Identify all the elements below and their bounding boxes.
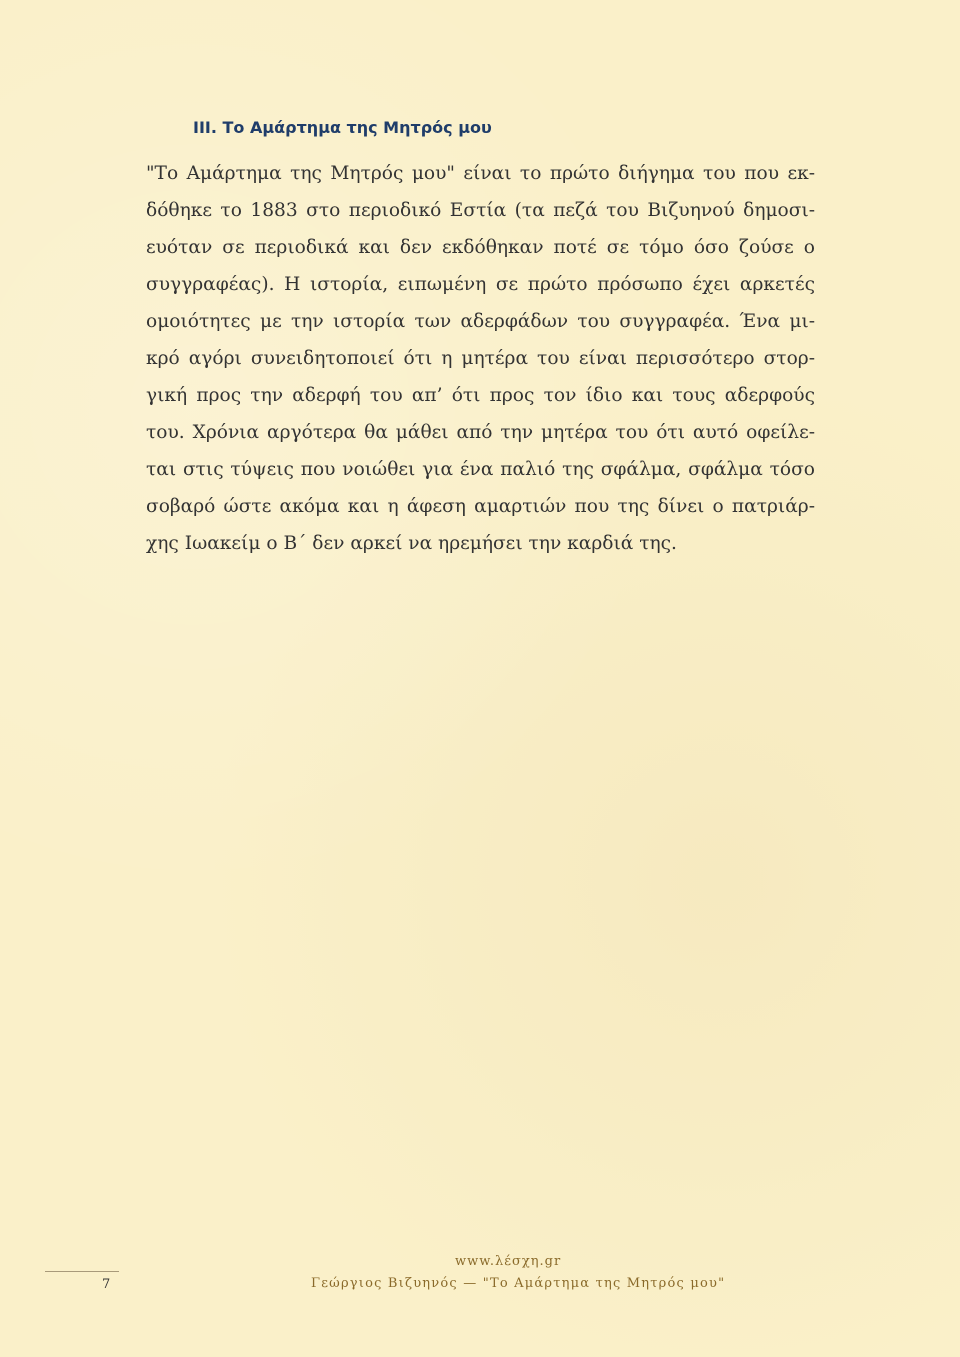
footer-divider xyxy=(45,1271,119,1272)
paragraph-line-last: χης Ιωακείμ ο Β΄ δεν αρκεί να ηρεμήσει την καρδιά της. xyxy=(146,533,677,554)
paragraph-line: του. Χρόνια αργότερα θα μάθει από την μητέρα του ότι αυτό οφείλε- xyxy=(146,422,815,443)
section-heading: III. Το Αμάρτημα της Μητρός μου xyxy=(193,118,492,137)
paragraph-line: ευόταν σε περιοδικά και δεν εκδόθηκαν ποτέ σε τόμο όσο ζούσε ο xyxy=(146,237,815,258)
footer-website: www.λέσχη.gr xyxy=(455,1254,562,1269)
paragraph-line: ται στις τύψεις που νοιώθει για ένα παλιό της σφάλμα, σφάλμα τόσο xyxy=(146,459,815,480)
page-number: 7 xyxy=(102,1277,111,1292)
paragraph-line: κρό αγόρι συνειδητοποιεί ότι η μητέρα του είναι περισσότερο στορ- xyxy=(146,348,815,369)
paragraph-line: ομοιότητες με την ιστορία των αδερφάδων του συγγραφέα. Ένα μι- xyxy=(146,311,815,332)
paragraph-line: σοβαρό ώστε ακόμα και η άφεση αμαρτιών που της δίνει ο πατριάρ- xyxy=(146,496,815,517)
footer-title: Γεώργιος Βιζυηνός — "Το Αμάρτημα της Μητρός μου" xyxy=(311,1276,726,1291)
paragraph-line: συγγραφέας). Η ιστορία, ειπωμένη σε πρώτο πρόσωπο έχει αρκετές xyxy=(146,274,815,295)
paragraph-line: "Το Αμάρτημα της Μητρός μου" είναι το πρώτο διήγημα του που εκ- xyxy=(146,163,815,184)
paragraph-line: γική προς την αδερφή του απ’ ότι προς τον ίδιο και τους αδερφούς xyxy=(146,385,815,406)
paragraph-line: δόθηκε το 1883 στο περιοδικό Εστία (τα πεζά του Βιζυηνού δημοσι- xyxy=(146,200,815,221)
